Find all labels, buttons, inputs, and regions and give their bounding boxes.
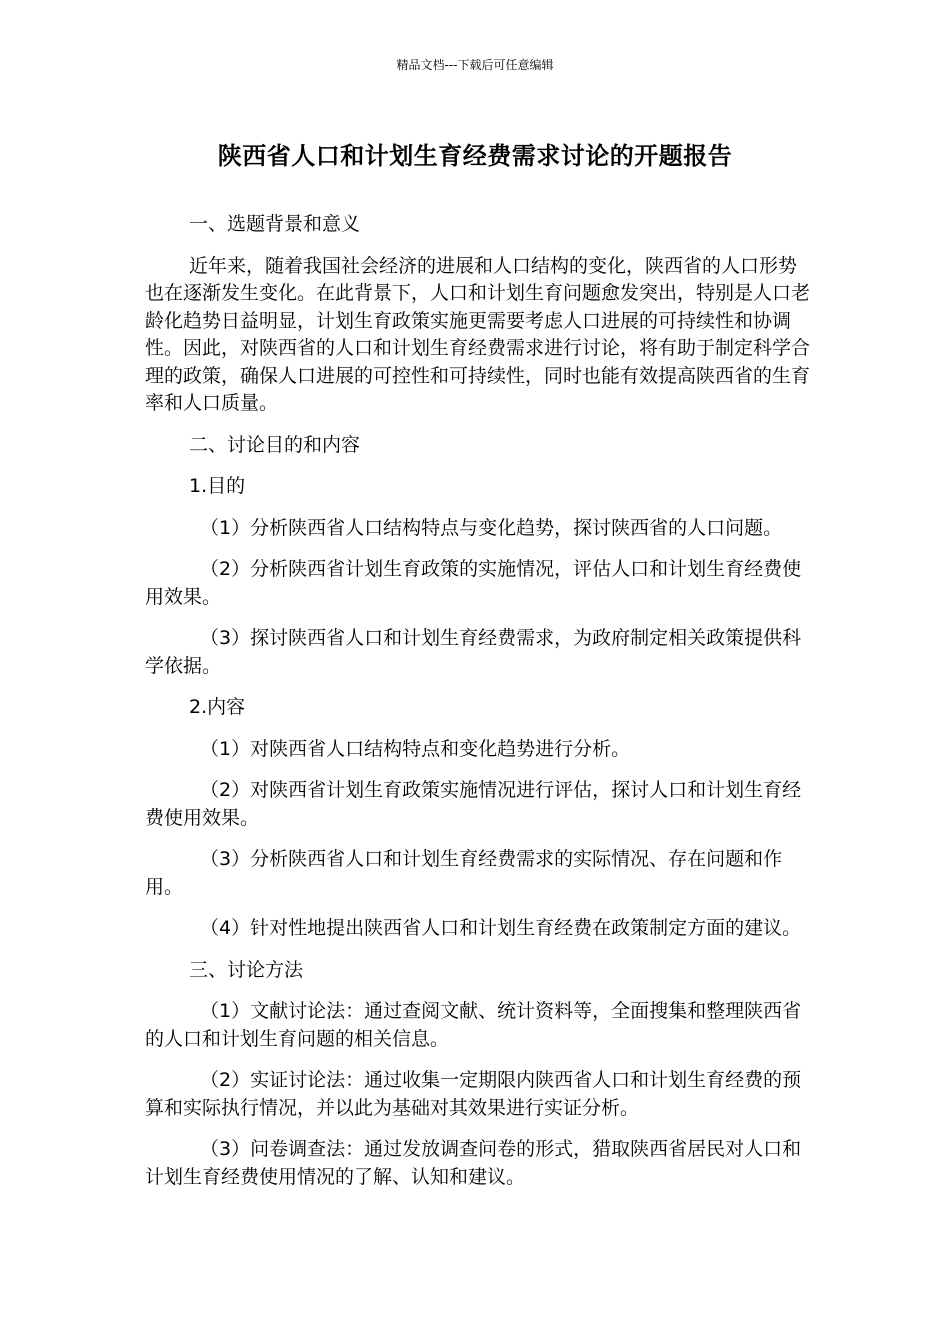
document-title: 陕西省人口和计划生育经费需求讨论的开题报告 (217, 142, 733, 170)
method-item-2: （2）实证讨论法：通过收集一定期限内陕西省人口和计划生育经费的预算和实际执行情况，并以此为基础对其效果进行实证分析。 (145, 1069, 802, 1119)
content-item-3: （3）分析陕西省人口和计划生育经费需求的实际情况、存在问题和作用。 (145, 848, 783, 898)
objective-item-1: （1）分析陕西省人口结构特点与变化趋势，探讨陕西省的人口问题。 (200, 516, 783, 539)
background-paragraph: 近年来，随着我国社会经济的进展和人口结构的变化，陕西省的人口形势也在逐渐发生变化。在此背景下，人口和计划生育问题愈发突出，特别是人口老龄化趋势日益明显，计划生育政策实施更需要考虑人口进展的可持续性和协调性。因此，对陕西省的人口和计划生育经费需求进行讨论，将有助于制定科学合理的政策，确保人口进展的可控性和可持续性，同时也能有效提高陕西省的生育率和人口质量。 (145, 254, 811, 414)
section-heading-methods: 三、讨论方法 (189, 958, 304, 981)
subheading-content: 2.内容 (189, 696, 246, 718)
content-item-4: （4）针对性地提出陕西省人口和计划生育经费在政策制定方面的建议。 (200, 917, 802, 939)
objective-item-3: （3）探讨陕西省人口和计划生育经费需求，为政府制定相关政策提供科学依据。 (145, 627, 802, 677)
section-heading-objectives-content: 二、讨论目的和内容 (189, 433, 361, 456)
method-item-1: （1）文献讨论法：通过查阅文献、统计资料等，全面搜集和整理陕西省的人口和计划生育问题的相关信息。 (145, 1000, 802, 1050)
content-item-2: （2）对陕西省计划生育政策实施情况进行评估，探讨人口和计划生育经费使用效果。 (145, 779, 802, 829)
page-header: 精品文档---下载后可任意编辑 (396, 58, 554, 72)
section-heading-background: 一、选题背景和意义 (189, 213, 361, 235)
method-item-3: （3）问卷调查法：通过发放调查问卷的形式，猎取陕西省居民对人口和计划生育经费使用情况的了解、认知和建议。 (145, 1138, 802, 1188)
content-item-1: （1）对陕西省人口结构特点和变化趋势进行分析。 (200, 737, 631, 760)
document-body (145, 211, 815, 1191)
objective-item-2: （2）分析陕西省计划生育政策的实施情况，评估人口和计划生育经费使用效果。 (145, 558, 802, 608)
subheading-objectives: 1.目的 (189, 475, 246, 497)
